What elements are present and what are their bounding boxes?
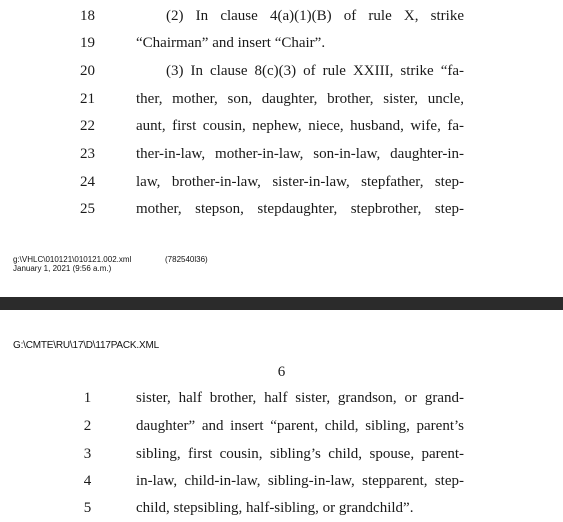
line-number: 19 bbox=[80, 35, 95, 51]
line-text: mother, stepson, stepdaughter, stepbrother, step- bbox=[136, 201, 464, 217]
line-text: sibling, first cousin, sibling’s child, spouse, parent- bbox=[136, 446, 464, 462]
footer-doc-id: (782540l36) bbox=[165, 255, 208, 264]
line-text: law, brother-in-law, sister-in-law, stepfather, step- bbox=[136, 174, 464, 190]
text-line bbox=[0, 140, 563, 168]
header-file-path: G:\CMTE\RU\17\D\117PACK.XML bbox=[13, 340, 159, 351]
line-number: 24 bbox=[80, 174, 95, 190]
text-line bbox=[0, 2, 563, 30]
text-line bbox=[0, 195, 563, 223]
line-number: 21 bbox=[80, 91, 95, 107]
line-number: 25 bbox=[80, 201, 95, 217]
text-line bbox=[0, 57, 563, 85]
line-text: in-law, child-in-law, sibling-in-law, stepparent, step- bbox=[136, 473, 464, 489]
line-text: aunt, first cousin, nephew, niece, husband, wife, fa- bbox=[136, 118, 464, 134]
text-line bbox=[0, 112, 563, 140]
line-number: 18 bbox=[80, 8, 95, 24]
line-text: ther, mother, son, daughter, brother, sister, uncle, bbox=[136, 91, 464, 107]
line-number: 2 bbox=[83, 418, 92, 434]
line-number: 4 bbox=[83, 473, 92, 489]
line-text: (3) In clause 8(c)(3) of rule XXIII, strike “fa- bbox=[166, 63, 464, 79]
line-number: 3 bbox=[83, 446, 92, 462]
line-text: “Chairman” and insert “Chair”. bbox=[136, 35, 326, 51]
line-text: child, stepsibling, half-sibling, or grandchild”. bbox=[136, 500, 414, 516]
line-text: daughter” and insert “parent, child, sibling, parent’s bbox=[136, 418, 464, 434]
footer-file-path: g:\VHLC\010121\010121.002.xml bbox=[13, 255, 132, 264]
line-number: 5 bbox=[83, 500, 92, 516]
line-number: 1 bbox=[83, 390, 92, 406]
footer-timestamp: January 1, 2021 (9:56 a.m.) bbox=[13, 264, 112, 273]
line-text: ther-in-law, mother-in-law, son-in-law, daughter-in- bbox=[136, 146, 464, 162]
text-line bbox=[0, 29, 563, 57]
text-line bbox=[0, 85, 563, 113]
text-line bbox=[0, 384, 563, 412]
text-line bbox=[0, 494, 563, 522]
line-text: sister, half brother, half sister, grandson, or grand- bbox=[136, 390, 464, 406]
text-line bbox=[0, 467, 563, 495]
line-text: (2) In clause 4(a)(1)(B) of rule X, strike bbox=[166, 8, 464, 24]
text-line bbox=[0, 168, 563, 196]
line-number: 22 bbox=[80, 118, 95, 134]
text-line bbox=[0, 440, 563, 468]
text-line bbox=[0, 412, 563, 440]
line-number: 23 bbox=[80, 146, 95, 162]
line-number: 20 bbox=[80, 63, 95, 79]
page-separator bbox=[0, 297, 563, 310]
page-number: 6 bbox=[277, 364, 286, 380]
